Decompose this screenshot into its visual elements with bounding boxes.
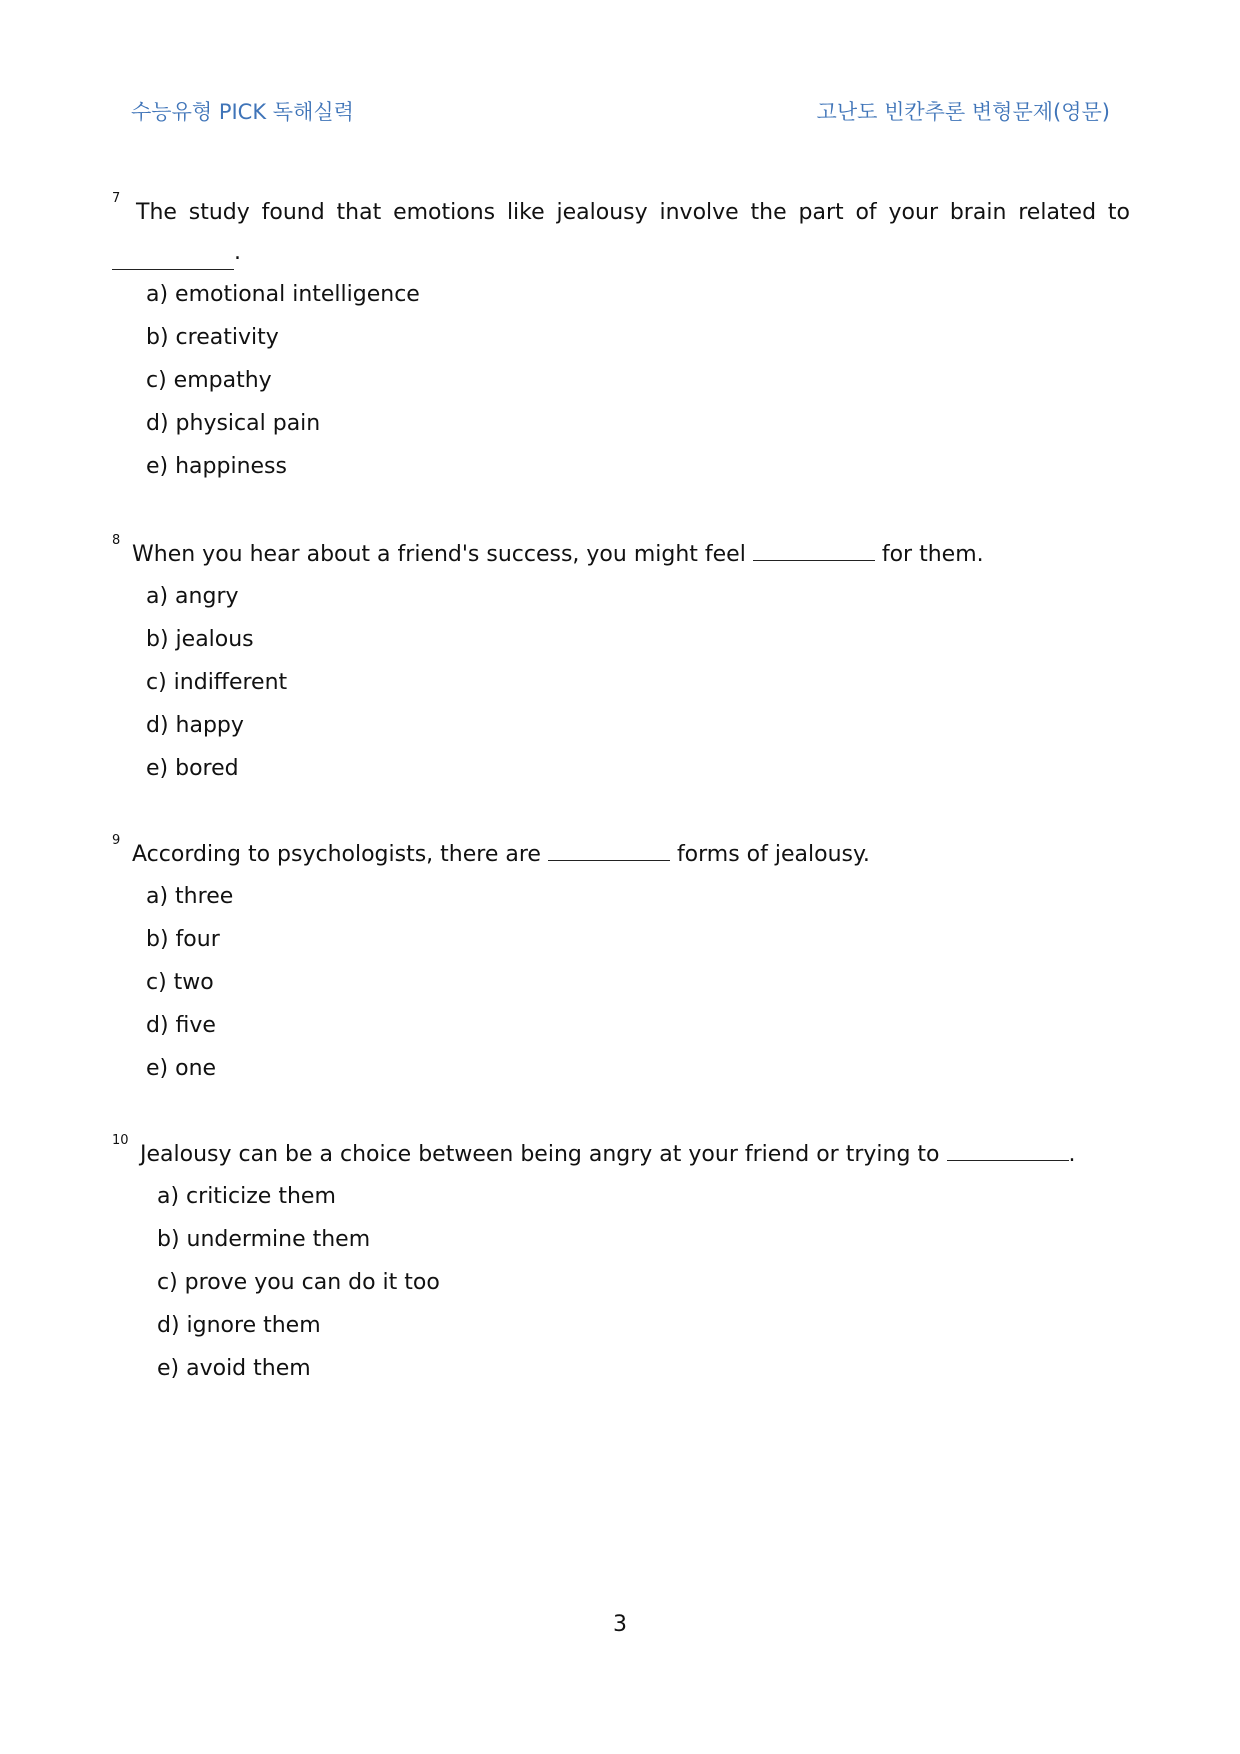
question-text xyxy=(112,1135,1130,1175)
answer-blank xyxy=(548,838,670,861)
option-d[interactable]: d) ignore them xyxy=(157,1313,321,1338)
option-b[interactable]: b) undermine them xyxy=(157,1227,371,1252)
option-a[interactable]: a) three xyxy=(146,884,234,909)
option-e[interactable]: e) happiness xyxy=(146,454,287,479)
option-a[interactable]: a) angry xyxy=(146,584,239,609)
header-left-title: 수능유형 PICK 독해실력 xyxy=(131,100,354,124)
question-text-end: forms of jealousy. xyxy=(676,842,870,867)
question-10 xyxy=(112,1135,1130,1390)
option-c[interactable]: c) empathy xyxy=(146,368,272,393)
question-text-start: According to psychologists, there are xyxy=(132,842,541,867)
question-text-end: for them. xyxy=(881,542,984,567)
option-list xyxy=(112,1175,1130,1390)
answer-blank xyxy=(753,538,875,561)
question-9 xyxy=(112,835,1130,1090)
page-number: 3 xyxy=(613,1612,627,1637)
question-number: 7 xyxy=(112,191,121,206)
option-c[interactable]: c) prove you can do it too xyxy=(157,1270,440,1295)
question-text-end: . xyxy=(234,240,241,265)
question-text: The study found that emotions like jealousy involve the part of your brain related to xyxy=(136,200,1130,225)
option-list xyxy=(112,273,1130,488)
option-d[interactable]: d) physical pain xyxy=(146,411,321,436)
option-d[interactable]: d) happy xyxy=(146,713,244,738)
option-a[interactable]: a) emotional intelligence xyxy=(146,282,420,307)
answer-blank xyxy=(112,247,234,270)
question-text xyxy=(112,835,1130,875)
header-right-title: 고난도 빈칸추론 변형문제(영문) xyxy=(816,100,1110,124)
question-7 xyxy=(112,193,1130,488)
option-e[interactable]: e) one xyxy=(146,1056,217,1081)
option-b[interactable]: b) creativity xyxy=(146,325,279,350)
option-b[interactable]: b) jealous xyxy=(146,627,254,652)
question-number: 10 xyxy=(112,1133,129,1148)
option-d[interactable]: d) five xyxy=(146,1013,216,1038)
question-8 xyxy=(112,535,1130,790)
option-c[interactable]: c) two xyxy=(146,970,214,995)
question-number: 8 xyxy=(112,533,121,548)
option-e[interactable]: e) avoid them xyxy=(157,1356,311,1381)
question-text-start: When you hear about a friend's success, you might feel xyxy=(132,542,746,567)
option-b[interactable]: b) four xyxy=(146,927,220,952)
option-a[interactable]: a) criticize them xyxy=(157,1184,336,1209)
option-list xyxy=(112,575,1130,790)
answer-blank xyxy=(947,1138,1069,1161)
option-list xyxy=(112,875,1130,1090)
question-text-start: Jealousy can be a choice between being angry at your friend or trying to xyxy=(140,1142,940,1167)
question-text-end: . xyxy=(1068,1142,1076,1167)
option-e[interactable]: e) bored xyxy=(146,756,239,781)
answer-blank-line xyxy=(112,233,1130,273)
option-c[interactable]: c) indifferent xyxy=(146,670,288,695)
question-number: 9 xyxy=(112,833,121,848)
question-text xyxy=(112,535,1130,575)
